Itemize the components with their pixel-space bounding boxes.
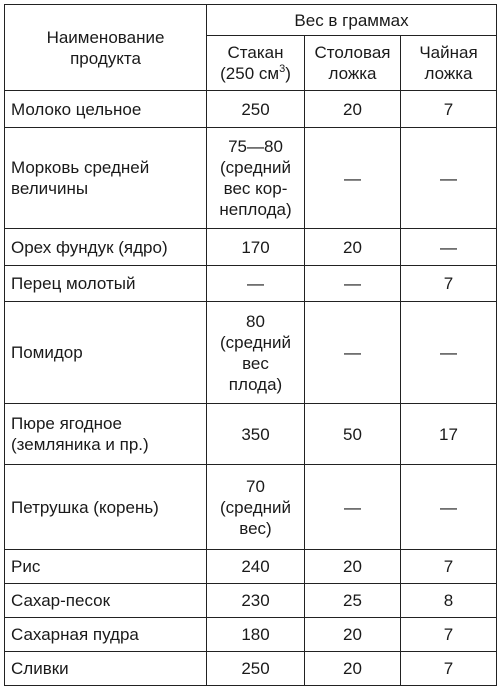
row-glass-value-text: 80 (средний вес плода) (220, 311, 291, 394)
row-teaspoon-value: — (401, 128, 497, 229)
header-teaspoon (401, 36, 497, 91)
table-row (5, 652, 497, 686)
row-teaspoon-value: — (401, 302, 497, 404)
table-body (5, 91, 497, 686)
table-row (5, 91, 497, 128)
row-tablespoon-value: 20 (305, 618, 401, 652)
row-tablespoon-value: 25 (305, 584, 401, 618)
header-product-name-text: Наименование продукта (46, 27, 165, 68)
row-product-name-text: Пюре ягодное (земляника и пр.) (11, 414, 149, 454)
row-glass-value: 230 (207, 584, 305, 618)
header-tablespoon-text: Столовая ложка (314, 43, 391, 83)
weights-table-page (4, 4, 496, 694)
header-tablespoon (305, 36, 401, 91)
row-teaspoon-value: — (401, 229, 497, 266)
table-row (5, 266, 497, 302)
table-row (5, 618, 497, 652)
row-product-name: Сахарная пудра (5, 618, 207, 652)
row-tablespoon-value: — (305, 266, 401, 302)
row-glass-value: 250 (207, 91, 305, 128)
row-product-name: Петрушка (корень) (5, 465, 207, 550)
header-teaspoon-text: Чайная ложка (419, 43, 478, 83)
row-glass-value: 240 (207, 550, 305, 584)
row-product-name: Рис (5, 550, 207, 584)
table-row (5, 302, 497, 404)
row-teaspoon-value: 8 (401, 584, 497, 618)
row-product-name: Сливки (5, 652, 207, 686)
row-product-name: Сахар-песок (5, 584, 207, 618)
row-glass-value-text: 70 (средний вес) (220, 476, 291, 538)
row-product-name: Перец молотый (5, 266, 207, 302)
table-row (5, 229, 497, 266)
row-tablespoon-value: 20 (305, 652, 401, 686)
row-teaspoon-value: 7 (401, 550, 497, 584)
row-teaspoon-value: 7 (401, 618, 497, 652)
row-tablespoon-value: 20 (305, 550, 401, 584)
row-tablespoon-value: — (305, 302, 401, 404)
row-teaspoon-value: — (401, 465, 497, 550)
row-product-name-text: Морковь средней величины (11, 158, 150, 198)
table-row (5, 404, 497, 465)
row-glass-value (207, 465, 305, 550)
row-glass-value (207, 302, 305, 404)
table-row (5, 550, 497, 584)
row-teaspoon-value: 17 (401, 404, 497, 465)
weights-table (4, 4, 497, 686)
row-product-name: Помидор (5, 302, 207, 404)
table-row (5, 584, 497, 618)
row-product-name (5, 128, 207, 229)
row-glass-value-text: 75—80 (средний вес кор-неплода) (219, 137, 292, 219)
row-product-name: Молоко цельное (5, 91, 207, 128)
row-product-name (5, 404, 207, 465)
table-row (5, 128, 497, 229)
header-glass-text: Стакан (250 см (220, 43, 284, 83)
row-glass-value: 180 (207, 618, 305, 652)
header-glass-sup: 3 (279, 63, 286, 75)
row-product-name: Орех фундук (ядро) (5, 229, 207, 266)
row-teaspoon-value: 7 (401, 91, 497, 128)
row-tablespoon-value: — (305, 465, 401, 550)
row-glass-value: 170 (207, 229, 305, 266)
row-glass-value: — (207, 266, 305, 302)
row-teaspoon-value: 7 (401, 266, 497, 302)
row-tablespoon-value: — (305, 128, 401, 229)
row-tablespoon-value: 20 (305, 91, 401, 128)
row-glass-value (207, 128, 305, 229)
row-tablespoon-value: 50 (305, 404, 401, 465)
header-weight-group: Вес в граммах (207, 5, 497, 36)
header-product-name (5, 5, 207, 91)
row-tablespoon-value: 20 (305, 229, 401, 266)
row-glass-value: 350 (207, 404, 305, 465)
row-glass-value: 250 (207, 652, 305, 686)
header-glass-close: ) (285, 64, 291, 83)
header-glass (207, 36, 305, 91)
table-row (5, 465, 497, 550)
row-teaspoon-value: 7 (401, 652, 497, 686)
